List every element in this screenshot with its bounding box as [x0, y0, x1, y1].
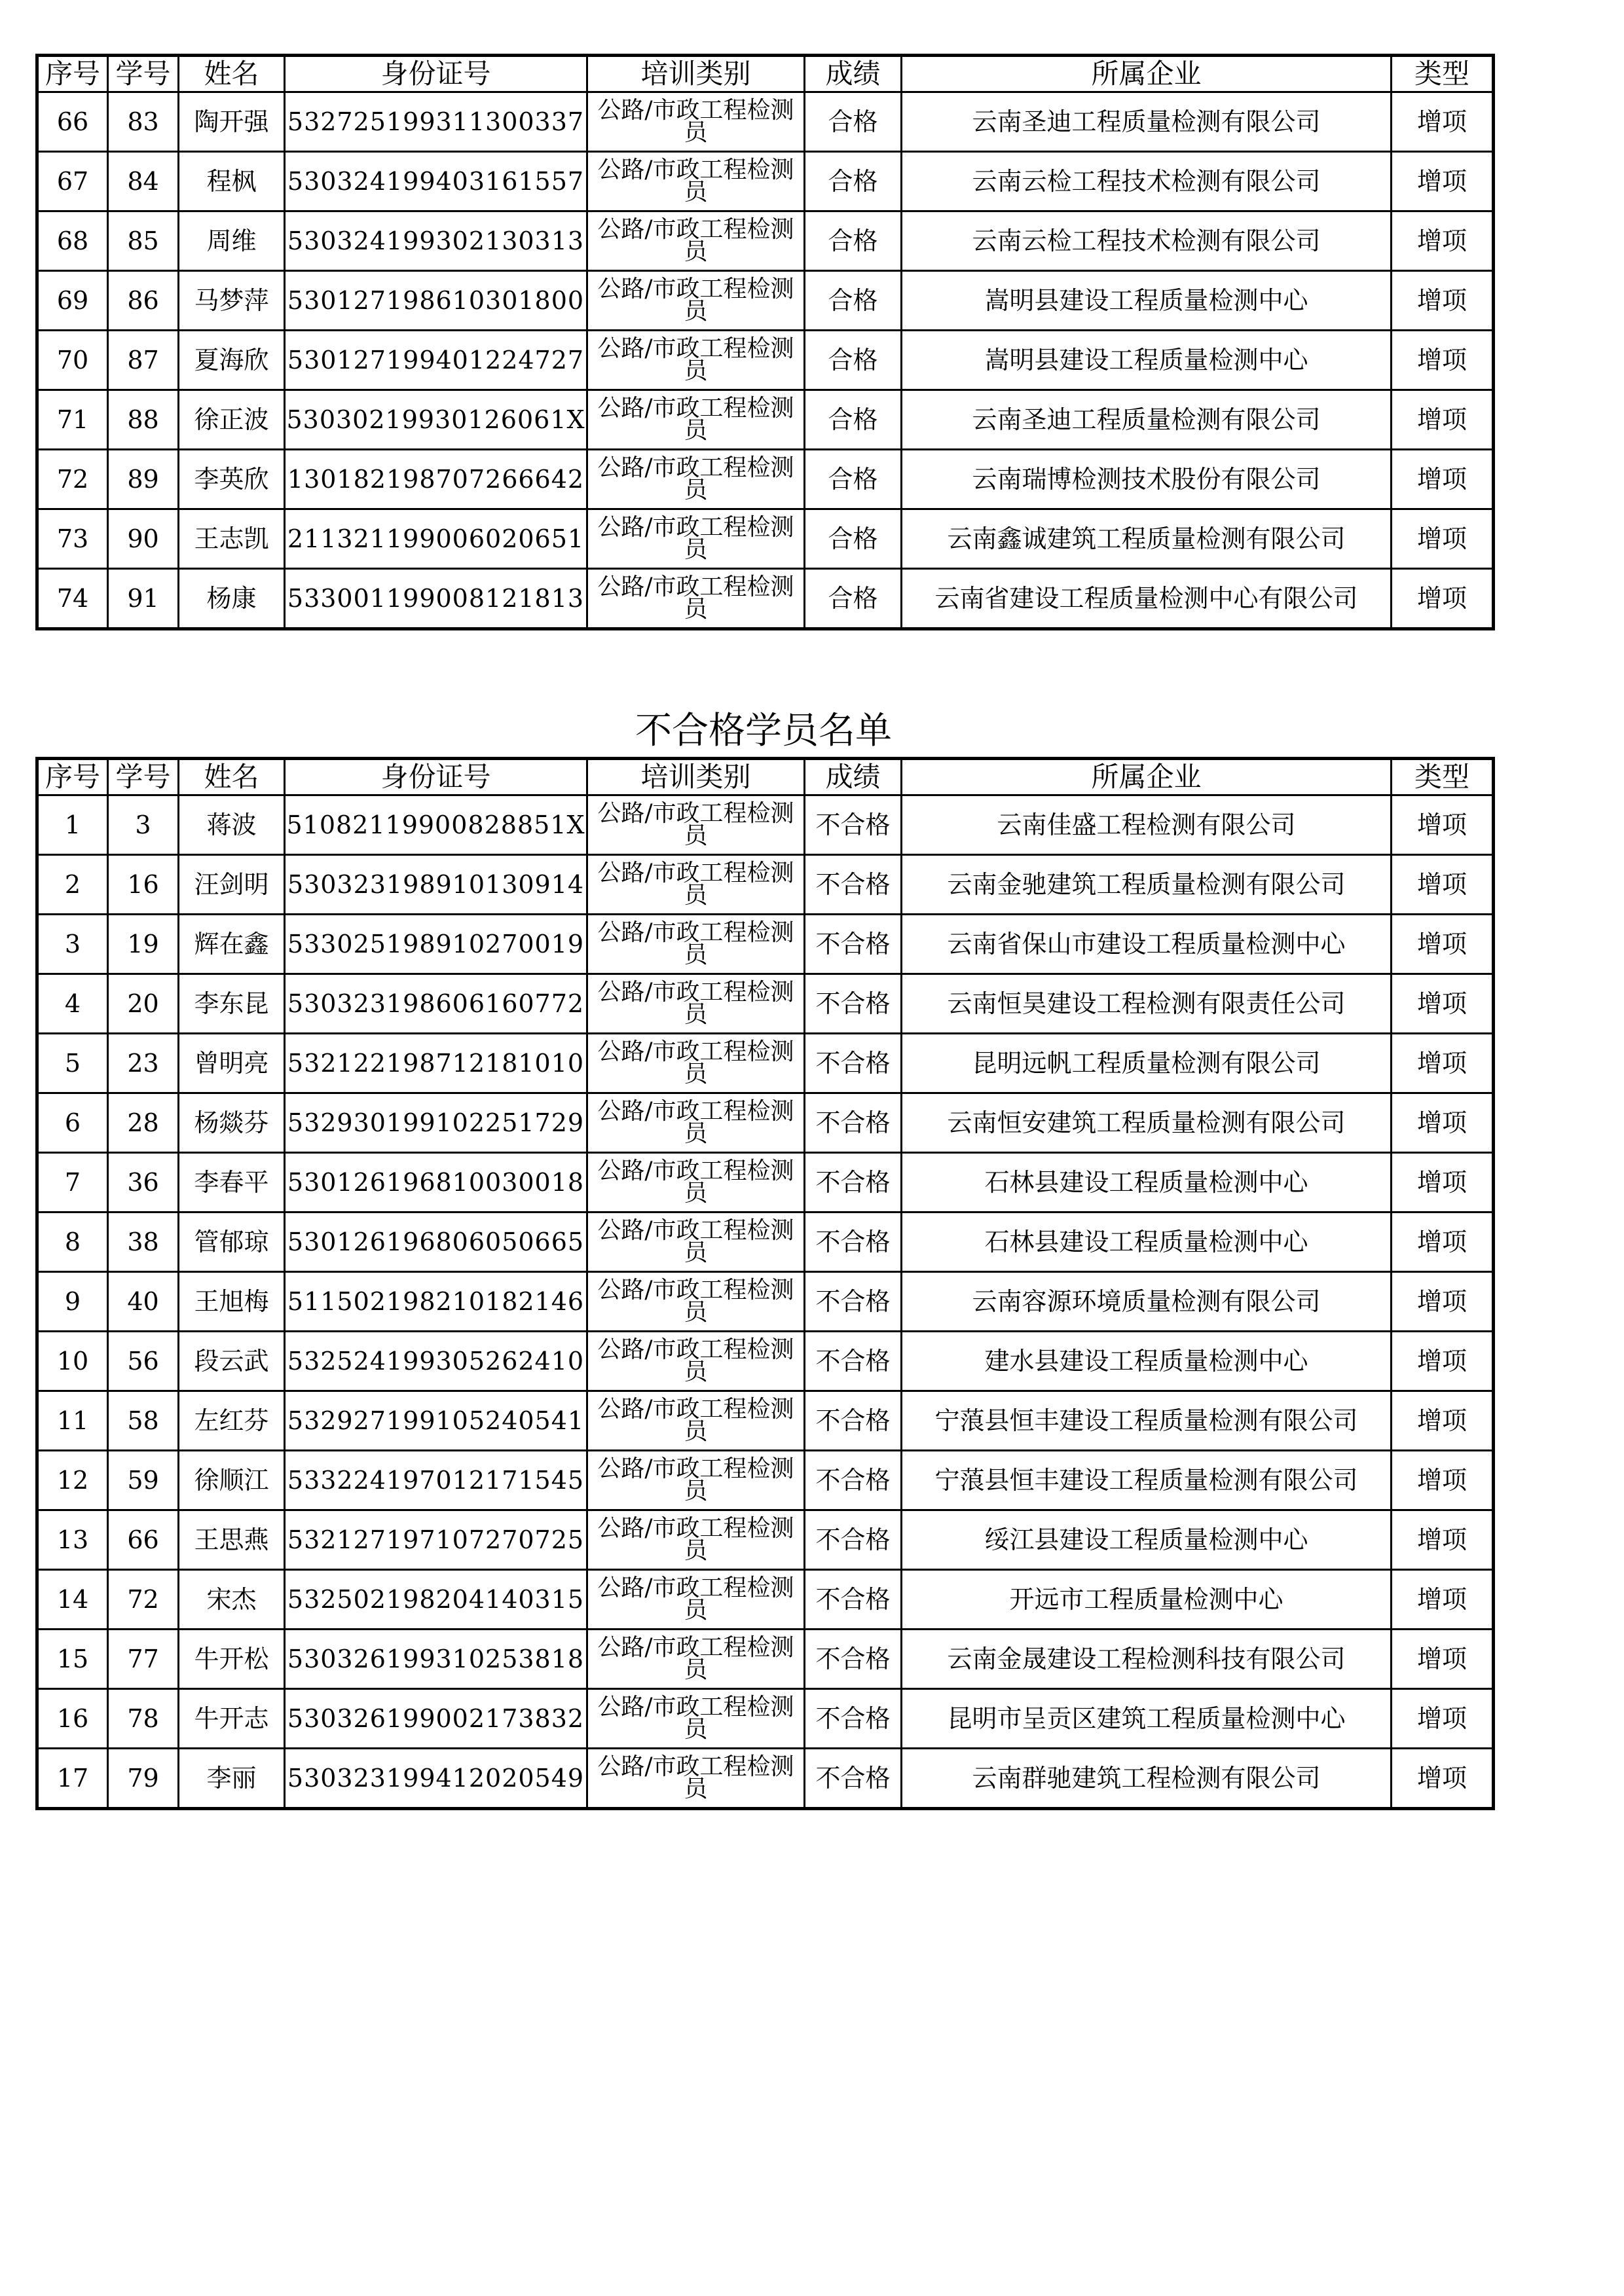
cell-name: 王思燕 [179, 1510, 285, 1570]
cell-student-no: 72 [108, 1570, 179, 1630]
cell-student-no: 59 [108, 1451, 179, 1510]
cell-result: 不合格 [805, 855, 902, 915]
cell-student-no: 3 [108, 795, 179, 855]
table-row [37, 569, 1494, 629]
cell-training-category: 公路/市政工程检测员 [587, 271, 805, 331]
cell-type: 增项 [1392, 795, 1494, 855]
table-row [37, 795, 1494, 855]
cell-company: 云南佳盛工程检测有限公司 [902, 795, 1392, 855]
table-row [37, 509, 1494, 569]
cell-type: 增项 [1392, 1153, 1494, 1212]
cell-student-no: 84 [108, 152, 179, 211]
cell-result: 不合格 [805, 1153, 902, 1212]
cell-student-no: 38 [108, 1212, 179, 1272]
table-row [37, 1272, 1494, 1332]
cell-type: 增项 [1392, 974, 1494, 1034]
cell-result: 不合格 [805, 915, 902, 974]
cell-company: 嵩明县建设工程质量检测中心 [902, 271, 1392, 331]
table-row [37, 1391, 1494, 1451]
table-row [37, 1749, 1494, 1809]
cell-company: 云南群驰建筑工程检测有限公司 [902, 1749, 1392, 1809]
cell-type: 增项 [1392, 915, 1494, 974]
cell-type: 增项 [1392, 1510, 1494, 1570]
cell-id-number: 130182198707266642 [285, 450, 587, 509]
cell-student-no: 88 [108, 390, 179, 450]
cell-type: 增项 [1392, 1332, 1494, 1391]
table-row [37, 92, 1494, 152]
cell-student-no: 28 [108, 1093, 179, 1153]
cell-student-no: 23 [108, 1034, 179, 1093]
cell-index: 66 [37, 92, 108, 152]
table-row [37, 855, 1494, 915]
cell-index: 16 [37, 1689, 108, 1749]
cell-id-number: 530324199403161557 [285, 152, 587, 211]
cell-company: 宁蒗县恒丰建设工程质量检测有限公司 [902, 1451, 1392, 1510]
cell-name: 辉在鑫 [179, 915, 285, 974]
table-header-row [37, 56, 1494, 92]
cell-company: 云南鑫诚建筑工程质量检测有限公司 [902, 509, 1392, 569]
cell-id-number: 211321199006020651 [285, 509, 587, 569]
header-result: 成绩 [805, 56, 902, 92]
cell-id-number: 532502198204140315 [285, 1570, 587, 1630]
cell-result: 不合格 [805, 1332, 902, 1391]
cell-type: 增项 [1392, 1391, 1494, 1451]
pass-students-table [35, 54, 1495, 630]
cell-index: 17 [37, 1749, 108, 1809]
cell-company: 云南省建设工程质量检测中心有限公司 [902, 569, 1392, 629]
cell-company: 云南容源环境质量检测有限公司 [902, 1272, 1392, 1332]
pass-table-body [37, 92, 1494, 629]
cell-result: 合格 [805, 92, 902, 152]
cell-name: 李丽 [179, 1749, 285, 1809]
cell-name: 徐正波 [179, 390, 285, 450]
cell-result: 合格 [805, 152, 902, 211]
cell-index: 4 [37, 974, 108, 1034]
table-row [37, 152, 1494, 211]
cell-company: 云南圣迪工程质量检测有限公司 [902, 92, 1392, 152]
cell-name: 曾明亮 [179, 1034, 285, 1093]
cell-training-category: 公路/市政工程检测员 [587, 1570, 805, 1630]
cell-company: 绥江县建设工程质量检测中心 [902, 1510, 1392, 1570]
cell-name: 王志凯 [179, 509, 285, 569]
cell-result: 合格 [805, 331, 902, 390]
cell-company: 昆明远帆工程质量检测有限公司 [902, 1034, 1392, 1093]
cell-name: 李英欣 [179, 450, 285, 509]
cell-name: 左红芬 [179, 1391, 285, 1451]
table-row [37, 1212, 1494, 1272]
cell-result: 合格 [805, 390, 902, 450]
cell-id-number: 530323198910130914 [285, 855, 587, 915]
table-row [37, 331, 1494, 390]
cell-index: 11 [37, 1391, 108, 1451]
cell-student-no: 66 [108, 1510, 179, 1570]
cell-index: 1 [37, 795, 108, 855]
cell-type: 增项 [1392, 450, 1494, 509]
cell-training-category: 公路/市政工程检测员 [587, 1212, 805, 1272]
cell-name: 李春平 [179, 1153, 285, 1212]
cell-result: 合格 [805, 450, 902, 509]
cell-type: 增项 [1392, 1570, 1494, 1630]
cell-student-no: 90 [108, 509, 179, 569]
header-type: 类型 [1392, 759, 1494, 795]
cell-type: 增项 [1392, 271, 1494, 331]
cell-index: 69 [37, 271, 108, 331]
cell-student-no: 56 [108, 1332, 179, 1391]
cell-index: 6 [37, 1093, 108, 1153]
header-id-number: 身份证号 [285, 759, 587, 795]
cell-id-number: 532524199305262410 [285, 1332, 587, 1391]
cell-training-category: 公路/市政工程检测员 [587, 152, 805, 211]
cell-id-number: 530127199401224727 [285, 331, 587, 390]
cell-student-no: 89 [108, 450, 179, 509]
cell-index: 15 [37, 1630, 108, 1689]
cell-result: 不合格 [805, 795, 902, 855]
table-row [37, 1451, 1494, 1510]
cell-company: 云南金晟建设工程检测科技有限公司 [902, 1630, 1392, 1689]
cell-name: 杨燚芬 [179, 1093, 285, 1153]
cell-id-number: 511502198210182146 [285, 1272, 587, 1332]
cell-name: 夏海欣 [179, 331, 285, 390]
cell-id-number: 530323199412020549 [285, 1749, 587, 1809]
cell-index: 14 [37, 1570, 108, 1630]
cell-index: 68 [37, 211, 108, 271]
fail-list-title: 不合格学员名单 [635, 710, 892, 752]
cell-result: 不合格 [805, 1034, 902, 1093]
cell-index: 7 [37, 1153, 108, 1212]
cell-id-number: 532127197107270725 [285, 1510, 587, 1570]
table-row [37, 1510, 1494, 1570]
cell-type: 增项 [1392, 855, 1494, 915]
header-company: 所属企业 [902, 759, 1392, 795]
table-row [37, 1630, 1494, 1689]
cell-id-number: 533224197012171545 [285, 1451, 587, 1510]
cell-type: 增项 [1392, 1749, 1494, 1809]
cell-index: 9 [37, 1272, 108, 1332]
cell-index: 72 [37, 450, 108, 509]
header-id-number: 身份证号 [285, 56, 587, 92]
cell-type: 增项 [1392, 1272, 1494, 1332]
cell-company: 云南云检工程技术检测有限公司 [902, 152, 1392, 211]
cell-training-category: 公路/市政工程检测员 [587, 1451, 805, 1510]
table-row [37, 1093, 1494, 1153]
cell-result: 不合格 [805, 974, 902, 1034]
cell-type: 增项 [1392, 152, 1494, 211]
cell-student-no: 79 [108, 1749, 179, 1809]
cell-student-no: 83 [108, 92, 179, 152]
cell-training-category: 公路/市政工程检测员 [587, 1153, 805, 1212]
cell-company: 云南金驰建筑工程质量检测有限公司 [902, 855, 1392, 915]
header-type: 类型 [1392, 56, 1494, 92]
cell-type: 增项 [1392, 569, 1494, 629]
cell-result: 不合格 [805, 1391, 902, 1451]
cell-id-number: 53030219930126061X [285, 390, 587, 450]
cell-name: 杨康 [179, 569, 285, 629]
table-header-row [37, 759, 1494, 795]
cell-id-number: 530323198606160772 [285, 974, 587, 1034]
cell-student-no: 20 [108, 974, 179, 1034]
cell-result: 不合格 [805, 1510, 902, 1570]
cell-result: 合格 [805, 271, 902, 331]
cell-id-number: 530326199310253818 [285, 1630, 587, 1689]
cell-index: 2 [37, 855, 108, 915]
header-index: 序号 [37, 759, 108, 795]
header-name: 姓名 [179, 56, 285, 92]
table-row [37, 211, 1494, 271]
cell-id-number: 532927199105240541 [285, 1391, 587, 1451]
cell-index: 13 [37, 1510, 108, 1570]
cell-training-category: 公路/市政工程检测员 [587, 974, 805, 1034]
cell-name: 徐顺江 [179, 1451, 285, 1510]
cell-result: 不合格 [805, 1630, 902, 1689]
cell-id-number: 532122198712181010 [285, 1034, 587, 1093]
header-student-no: 学号 [108, 56, 179, 92]
table-row [37, 390, 1494, 450]
cell-training-category: 公路/市政工程检测员 [587, 509, 805, 569]
cell-training-category: 公路/市政工程检测员 [587, 795, 805, 855]
table-row [37, 1332, 1494, 1391]
cell-training-category: 公路/市政工程检测员 [587, 331, 805, 390]
cell-name: 牛开志 [179, 1689, 285, 1749]
cell-training-category: 公路/市政工程检测员 [587, 1093, 805, 1153]
cell-name: 马梦萍 [179, 271, 285, 331]
cell-type: 增项 [1392, 1034, 1494, 1093]
cell-company: 云南瑞博检测技术股份有限公司 [902, 450, 1392, 509]
cell-student-no: 77 [108, 1630, 179, 1689]
cell-student-no: 40 [108, 1272, 179, 1332]
cell-result: 不合格 [805, 1272, 902, 1332]
cell-type: 增项 [1392, 211, 1494, 271]
cell-result: 不合格 [805, 1093, 902, 1153]
cell-training-category: 公路/市政工程检测员 [587, 1510, 805, 1570]
cell-student-no: 85 [108, 211, 179, 271]
cell-name: 管郁琼 [179, 1212, 285, 1272]
header-index: 序号 [37, 56, 108, 92]
cell-index: 71 [37, 390, 108, 450]
cell-name: 宋杰 [179, 1570, 285, 1630]
cell-name: 蒋波 [179, 795, 285, 855]
cell-index: 3 [37, 915, 108, 974]
cell-type: 增项 [1392, 1093, 1494, 1153]
cell-student-no: 87 [108, 331, 179, 390]
cell-training-category: 公路/市政工程检测员 [587, 1630, 805, 1689]
table-row [37, 974, 1494, 1034]
header-training-category: 培训类别 [587, 759, 805, 795]
cell-name: 周维 [179, 211, 285, 271]
cell-student-no: 86 [108, 271, 179, 331]
cell-type: 增项 [1392, 509, 1494, 569]
cell-training-category: 公路/市政工程检测员 [587, 1749, 805, 1809]
cell-training-category: 公路/市政工程检测员 [587, 1272, 805, 1332]
cell-company: 宁蒗县恒丰建设工程质量检测有限公司 [902, 1391, 1392, 1451]
cell-result: 不合格 [805, 1451, 902, 1510]
cell-result: 不合格 [805, 1570, 902, 1630]
cell-index: 74 [37, 569, 108, 629]
cell-student-no: 78 [108, 1689, 179, 1749]
cell-training-category: 公路/市政工程检测员 [587, 569, 805, 629]
cell-result: 合格 [805, 211, 902, 271]
cell-type: 增项 [1392, 390, 1494, 450]
cell-type: 增项 [1392, 1630, 1494, 1689]
cell-training-category: 公路/市政工程检测员 [587, 450, 805, 509]
cell-id-number: 530127198610301800 [285, 271, 587, 331]
cell-training-category: 公路/市政工程检测员 [587, 1034, 805, 1093]
cell-training-category: 公路/市政工程检测员 [587, 1689, 805, 1749]
cell-name: 陶开强 [179, 92, 285, 152]
cell-training-category: 公路/市政工程检测员 [587, 92, 805, 152]
cell-company: 石林县建设工程质量检测中心 [902, 1153, 1392, 1212]
cell-student-no: 36 [108, 1153, 179, 1212]
cell-training-category: 公路/市政工程检测员 [587, 855, 805, 915]
cell-id-number: 51082119900828851X [285, 795, 587, 855]
cell-result: 合格 [805, 569, 902, 629]
cell-company: 开远市工程质量检测中心 [902, 1570, 1392, 1630]
cell-id-number: 530126196806050665 [285, 1212, 587, 1272]
table-row [37, 1153, 1494, 1212]
cell-company: 嵩明县建设工程质量检测中心 [902, 331, 1392, 390]
cell-training-category: 公路/市政工程检测员 [587, 1391, 805, 1451]
cell-name: 牛开松 [179, 1630, 285, 1689]
header-result: 成绩 [805, 759, 902, 795]
table-row [37, 271, 1494, 331]
cell-id-number: 530324199302130313 [285, 211, 587, 271]
cell-company: 昆明市呈贡区建筑工程质量检测中心 [902, 1689, 1392, 1749]
cell-student-no: 19 [108, 915, 179, 974]
table-row [37, 1689, 1494, 1749]
cell-result: 不合格 [805, 1212, 902, 1272]
cell-index: 8 [37, 1212, 108, 1272]
cell-index: 12 [37, 1451, 108, 1510]
cell-name: 李东昆 [179, 974, 285, 1034]
cell-name: 汪剑明 [179, 855, 285, 915]
cell-name: 段云武 [179, 1332, 285, 1391]
cell-type: 增项 [1392, 331, 1494, 390]
cell-training-category: 公路/市政工程检测员 [587, 211, 805, 271]
cell-type: 增项 [1392, 1689, 1494, 1749]
fail-table-body [37, 795, 1494, 1809]
cell-result: 合格 [805, 509, 902, 569]
cell-index: 10 [37, 1332, 108, 1391]
cell-id-number: 533001199008121813 [285, 569, 587, 629]
cell-student-no: 91 [108, 569, 179, 629]
header-training-category: 培训类别 [587, 56, 805, 92]
table-row [37, 1034, 1494, 1093]
cell-index: 73 [37, 509, 108, 569]
cell-id-number: 533025198910270019 [285, 915, 587, 974]
cell-type: 增项 [1392, 92, 1494, 152]
table-row [37, 1570, 1494, 1630]
cell-training-category: 公路/市政工程检测员 [587, 915, 805, 974]
cell-type: 增项 [1392, 1212, 1494, 1272]
cell-company: 云南圣迪工程质量检测有限公司 [902, 390, 1392, 450]
fail-students-table [35, 757, 1495, 1810]
cell-index: 70 [37, 331, 108, 390]
cell-training-category: 公路/市政工程检测员 [587, 1332, 805, 1391]
cell-id-number: 530326199002173832 [285, 1689, 587, 1749]
header-name: 姓名 [179, 759, 285, 795]
cell-type: 增项 [1392, 1451, 1494, 1510]
cell-id-number: 532930199102251729 [285, 1093, 587, 1153]
cell-company: 建水县建设工程质量检测中心 [902, 1332, 1392, 1391]
cell-index: 5 [37, 1034, 108, 1093]
cell-result: 不合格 [805, 1749, 902, 1809]
header-student-no: 学号 [108, 759, 179, 795]
cell-training-category: 公路/市政工程检测员 [587, 390, 805, 450]
cell-name: 王旭梅 [179, 1272, 285, 1332]
table-row [37, 450, 1494, 509]
cell-name: 程枫 [179, 152, 285, 211]
cell-student-no: 58 [108, 1391, 179, 1451]
cell-company: 云南恒安建筑工程质量检测有限公司 [902, 1093, 1392, 1153]
cell-id-number: 530126196810030018 [285, 1153, 587, 1212]
table-row [37, 915, 1494, 974]
cell-result: 不合格 [805, 1689, 902, 1749]
header-company: 所属企业 [902, 56, 1392, 92]
cell-id-number: 532725199311300337 [285, 92, 587, 152]
cell-company: 云南云检工程技术检测有限公司 [902, 211, 1392, 271]
cell-index: 67 [37, 152, 108, 211]
cell-company: 石林县建设工程质量检测中心 [902, 1212, 1392, 1272]
cell-student-no: 16 [108, 855, 179, 915]
cell-company: 云南恒昊建设工程检测有限责任公司 [902, 974, 1392, 1034]
cell-company: 云南省保山市建设工程质量检测中心 [902, 915, 1392, 974]
